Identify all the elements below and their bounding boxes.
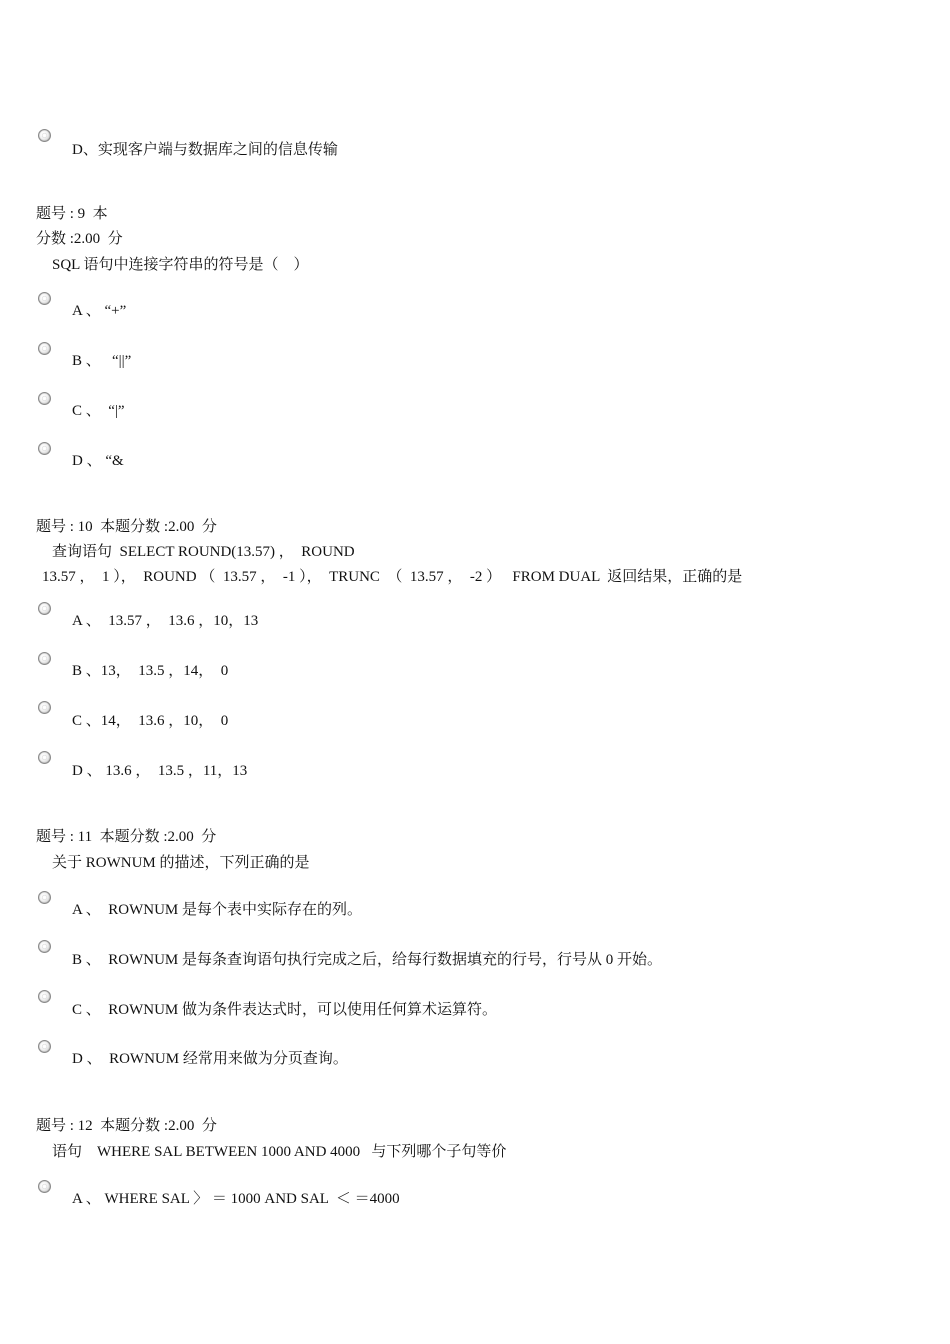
option-radio-q12-a[interactable] (38, 1180, 51, 1193)
option-label-q9-a: A 、 “+” (72, 303, 127, 319)
option-label-q11-c: C 、 ROWNUM 做为条件表达式时，可以使用任何算术运算符。 (72, 1002, 498, 1018)
option-label-q8-d: D、实现客户端与数据库之间的信息传输 (72, 142, 338, 158)
question-9-stem: SQL 语句中连接字符串的符号是（ ） (52, 257, 309, 273)
option-label-q9-b: B 、 “||” (72, 353, 132, 369)
option-radio-q9-b[interactable] (38, 342, 51, 355)
option-radio-q11-a[interactable] (38, 891, 51, 904)
option-radio-q11-b[interactable] (38, 940, 51, 953)
option-label-q10-b: B 、13， 13.5 ，14， 0 (72, 663, 229, 679)
question-12-header: 题号 : 12 本题分数 :2.00 分 (36, 1118, 217, 1134)
option-radio-q8-d[interactable] (38, 129, 51, 142)
question-10-stem-line2: 13.57 ， 1 ）， ROUND （ 13.57 ， -1 ）， TRUNC （ 13.57 ， -2 ） FROM DUAL 返回结果，正确的是 (42, 569, 743, 585)
question-9-header-score: 分数 :2.00 分 (36, 231, 123, 247)
question-11-header: 题号 : 11 本题分数 :2.00 分 (36, 829, 217, 845)
option-label-q9-d: D 、 “& (72, 453, 124, 469)
question-9-header-number: 题号 : 9 本 (36, 206, 108, 222)
question-11-stem: 关于 ROWNUM 的描述，下列正确的是 (52, 855, 310, 871)
option-radio-q9-a[interactable] (38, 292, 51, 305)
option-label-q11-a: A 、 ROWNUM 是每个表中实际存在的列。 (72, 902, 363, 918)
option-label-q11-d: D 、 ROWNUM 经常用来做为分页查询。 (72, 1051, 348, 1067)
question-10-header: 题号 : 10 本题分数 :2.00 分 (36, 519, 217, 535)
question-12-stem: 语句 WHERE SAL BETWEEN 1000 AND 4000 与下列哪个子句等价 (52, 1144, 507, 1160)
option-radio-q10-b[interactable] (38, 652, 51, 665)
option-radio-q9-d[interactable] (38, 442, 51, 455)
option-radio-q10-d[interactable] (38, 751, 51, 764)
option-radio-q10-c[interactable] (38, 701, 51, 714)
option-label-q11-b: B 、 ROWNUM 是每条查询语句执行完成之后，给每行数据填充的行号，行号从 0 开始。 (72, 952, 663, 968)
option-radio-q11-d[interactable] (38, 1040, 51, 1053)
option-label-q10-a: A 、 13.57 ， 13.6 ，10，13 (72, 613, 259, 629)
option-radio-q10-a[interactable] (38, 602, 51, 615)
option-label-q10-d: D 、 13.6 ， 13.5 ，11，13 (72, 763, 248, 779)
question-10-stem-line1: 查询语句 SELECT ROUND(13.57) ， ROUND (52, 544, 355, 560)
option-label-q10-c: C 、14， 13.6 ，10， 0 (72, 713, 229, 729)
option-radio-q9-c[interactable] (38, 392, 51, 405)
option-label-q9-c: C 、 “|” (72, 403, 125, 419)
option-radio-q11-c[interactable] (38, 990, 51, 1003)
option-label-q12-a: A 、 WHERE SAL 〉 ＝ 1000 AND SAL ＜ ＝4000 (72, 1191, 400, 1207)
